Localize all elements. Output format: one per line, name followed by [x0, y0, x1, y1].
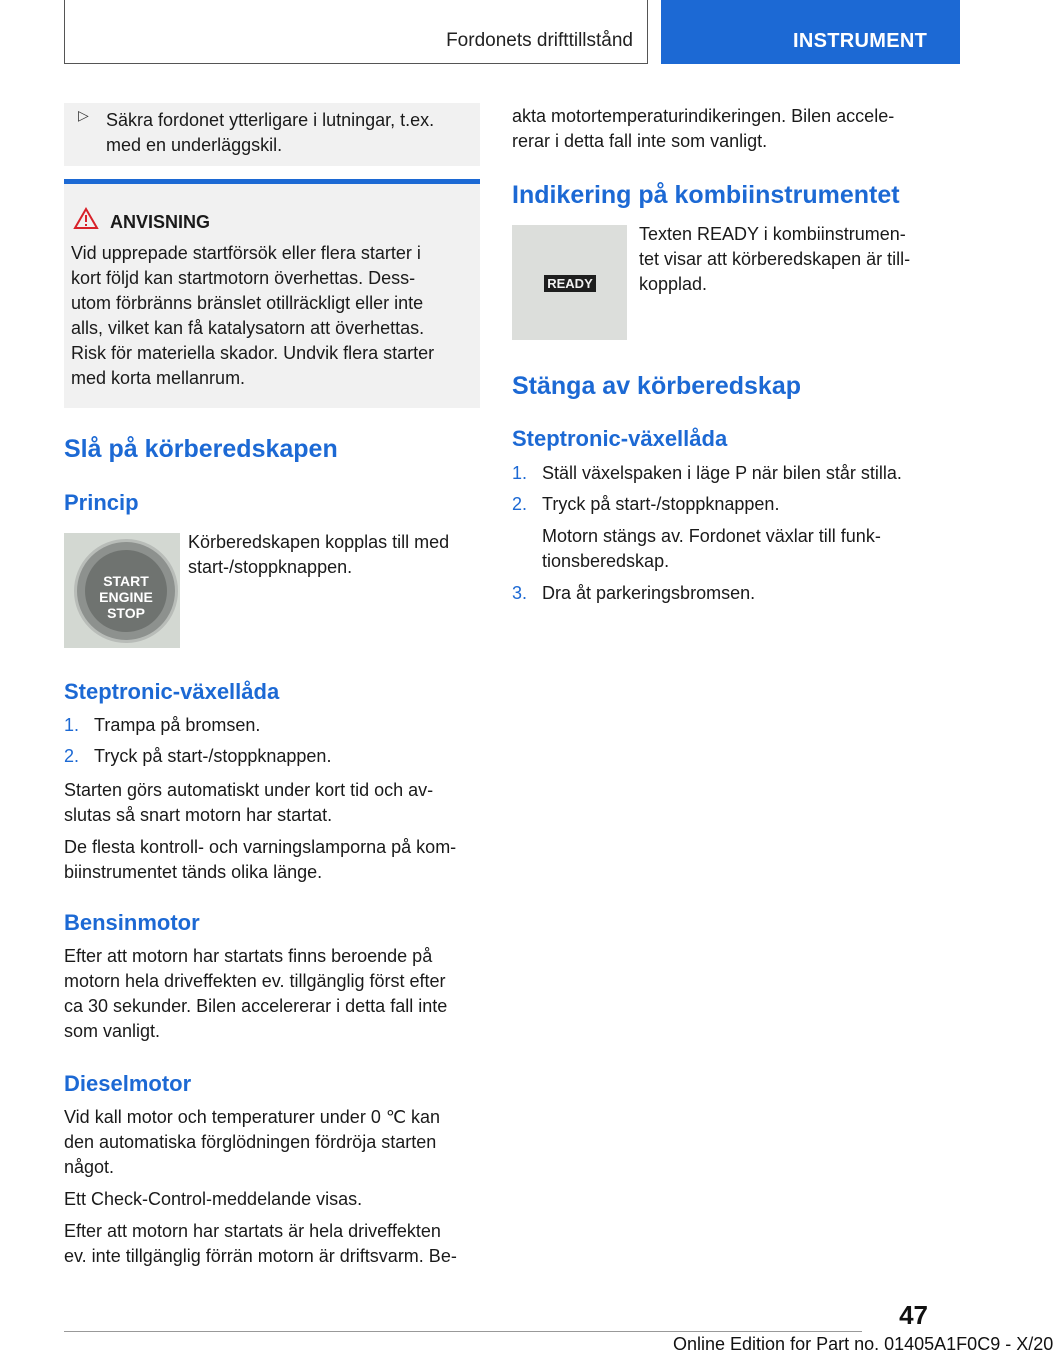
indication-line: kopplad. — [639, 274, 708, 294]
body-line: som vanligt. — [64, 1021, 161, 1041]
heading-diesel: Dieselmotor — [64, 1071, 192, 1096]
notice-line: Vid upprepade startförsök eller flera starter i — [71, 243, 421, 263]
triangle-bullet-icon: ▷ — [78, 107, 89, 123]
step-text: Tryck på start-/stoppknappen. — [94, 746, 332, 766]
ready-indicator: READY — [544, 275, 596, 292]
notice-line: Risk för materiella skador. Undvik flera starter — [71, 343, 435, 363]
running-header — [64, 0, 648, 64]
chapter-title: INSTRUMENT — [793, 30, 928, 52]
button-label-line: START — [103, 573, 149, 589]
step-number: 1. — [64, 715, 80, 735]
heading-indication: Indikering på kombiinstrumentet — [512, 181, 900, 209]
body-line: ev. inte tillgänglig förrän motorn är driftsvarm. Be- — [64, 1246, 457, 1266]
heading-switch-on: Slå på körberedskapen — [64, 435, 338, 463]
button-label-line: STOP — [107, 605, 145, 621]
warning-icon — [74, 208, 98, 229]
indication-line: tet visar att körberedskapen är till- — [639, 249, 911, 269]
button-label-line: ENGINE — [99, 589, 153, 605]
body-line: De flesta kontroll- och varningslamporna på kom- — [64, 837, 457, 857]
button-label — [85, 573, 167, 621]
bullet-line: Säkra fordonet ytterligare i lutningar, t.ex. — [106, 110, 435, 130]
button-ring — [74, 539, 178, 643]
step-text: Dra åt parkeringsbromsen. — [542, 583, 756, 603]
chapter-tab — [661, 0, 960, 64]
section-title: Fordonets drifttillstånd — [446, 30, 633, 51]
heading-petrol: Bensinmotor — [64, 910, 200, 935]
step-number: 2. — [64, 746, 80, 766]
body-line: rerar i detta fall inte som vanligt. — [512, 131, 768, 151]
body-line: Starten görs automatiskt under kort tid och av- — [64, 780, 434, 800]
step-text: Trampa på bromsen. — [94, 715, 261, 735]
notice-line: kort följd kan startmotorn överhettas. Dess- — [71, 268, 416, 288]
button-face — [85, 550, 167, 632]
notice-box — [64, 179, 480, 408]
heading-steptronic: Steptronic-växellåda — [64, 679, 280, 704]
bullet-line: med en underläggskil. — [106, 135, 283, 155]
body-line: biinstrumentet tänds olika länge. — [64, 862, 323, 882]
indication-line: Texten READY i kombiinstrumen- — [639, 224, 906, 244]
start-stop-button-image — [64, 533, 180, 648]
step-number: 3. — [512, 583, 528, 603]
body-line: Efter att motorn har startats finns beroende på — [64, 946, 433, 966]
step-number: 1. — [512, 463, 528, 483]
notice-line: utom förbränns bränslet otillräckligt eller inte — [71, 293, 424, 313]
heading-principle: Princip — [64, 490, 139, 515]
page-number: 47 — [899, 1300, 928, 1330]
footer-divider — [64, 1331, 862, 1332]
step-sub-line: tionsberedskap. — [542, 551, 670, 571]
principle-line: start-/stoppknappen. — [188, 557, 353, 577]
bullet-box — [64, 103, 480, 166]
body-line: något. — [64, 1157, 115, 1177]
step-sub-line: Motorn stängs av. Fordonet växlar till funk- — [542, 526, 881, 546]
step-number: 2. — [512, 494, 528, 514]
body-line: Ett Check-Control-meddelande visas. — [64, 1189, 363, 1209]
principle-line: Körberedskapen kopplas till med — [188, 532, 450, 552]
step-text: Ställ växelspaken i läge P när bilen står stilla. — [542, 463, 902, 483]
ready-display-image — [512, 225, 627, 340]
body-line: akta motortemperaturindikeringen. Bilen accele- — [512, 106, 895, 126]
body-line: Vid kall motor och temperaturer under 0 ℃ kan — [64, 1107, 441, 1127]
body-line: motorn hela driveffekten ev. tillgänglig först efter — [64, 971, 446, 991]
body-line: ca 30 sekunder. Bilen accelererar i detta fall inte — [64, 996, 448, 1016]
step-text: Tryck på start-/stoppknappen. — [542, 494, 780, 514]
body-line: Efter att motorn har startats är hela driveffekten — [64, 1221, 441, 1241]
notice-line: med korta mellanrum. — [71, 368, 246, 388]
notice-title: ANVISNING — [110, 212, 211, 232]
footer-edition: Online Edition for Part no. 01405A1F0C9 - X/20 — [673, 1334, 1053, 1354]
body-line: den automatiska förglödningen fördröja starten — [64, 1132, 437, 1152]
notice-line: alls, vilket kan få katalysatorn att överhettas. — [71, 318, 425, 338]
heading-steptronic: Steptronic-växellåda — [512, 426, 728, 451]
body-line: slutas så snart motorn har startat. — [64, 805, 333, 825]
heading-switch-off: Stänga av körberedskap — [512, 372, 802, 400]
